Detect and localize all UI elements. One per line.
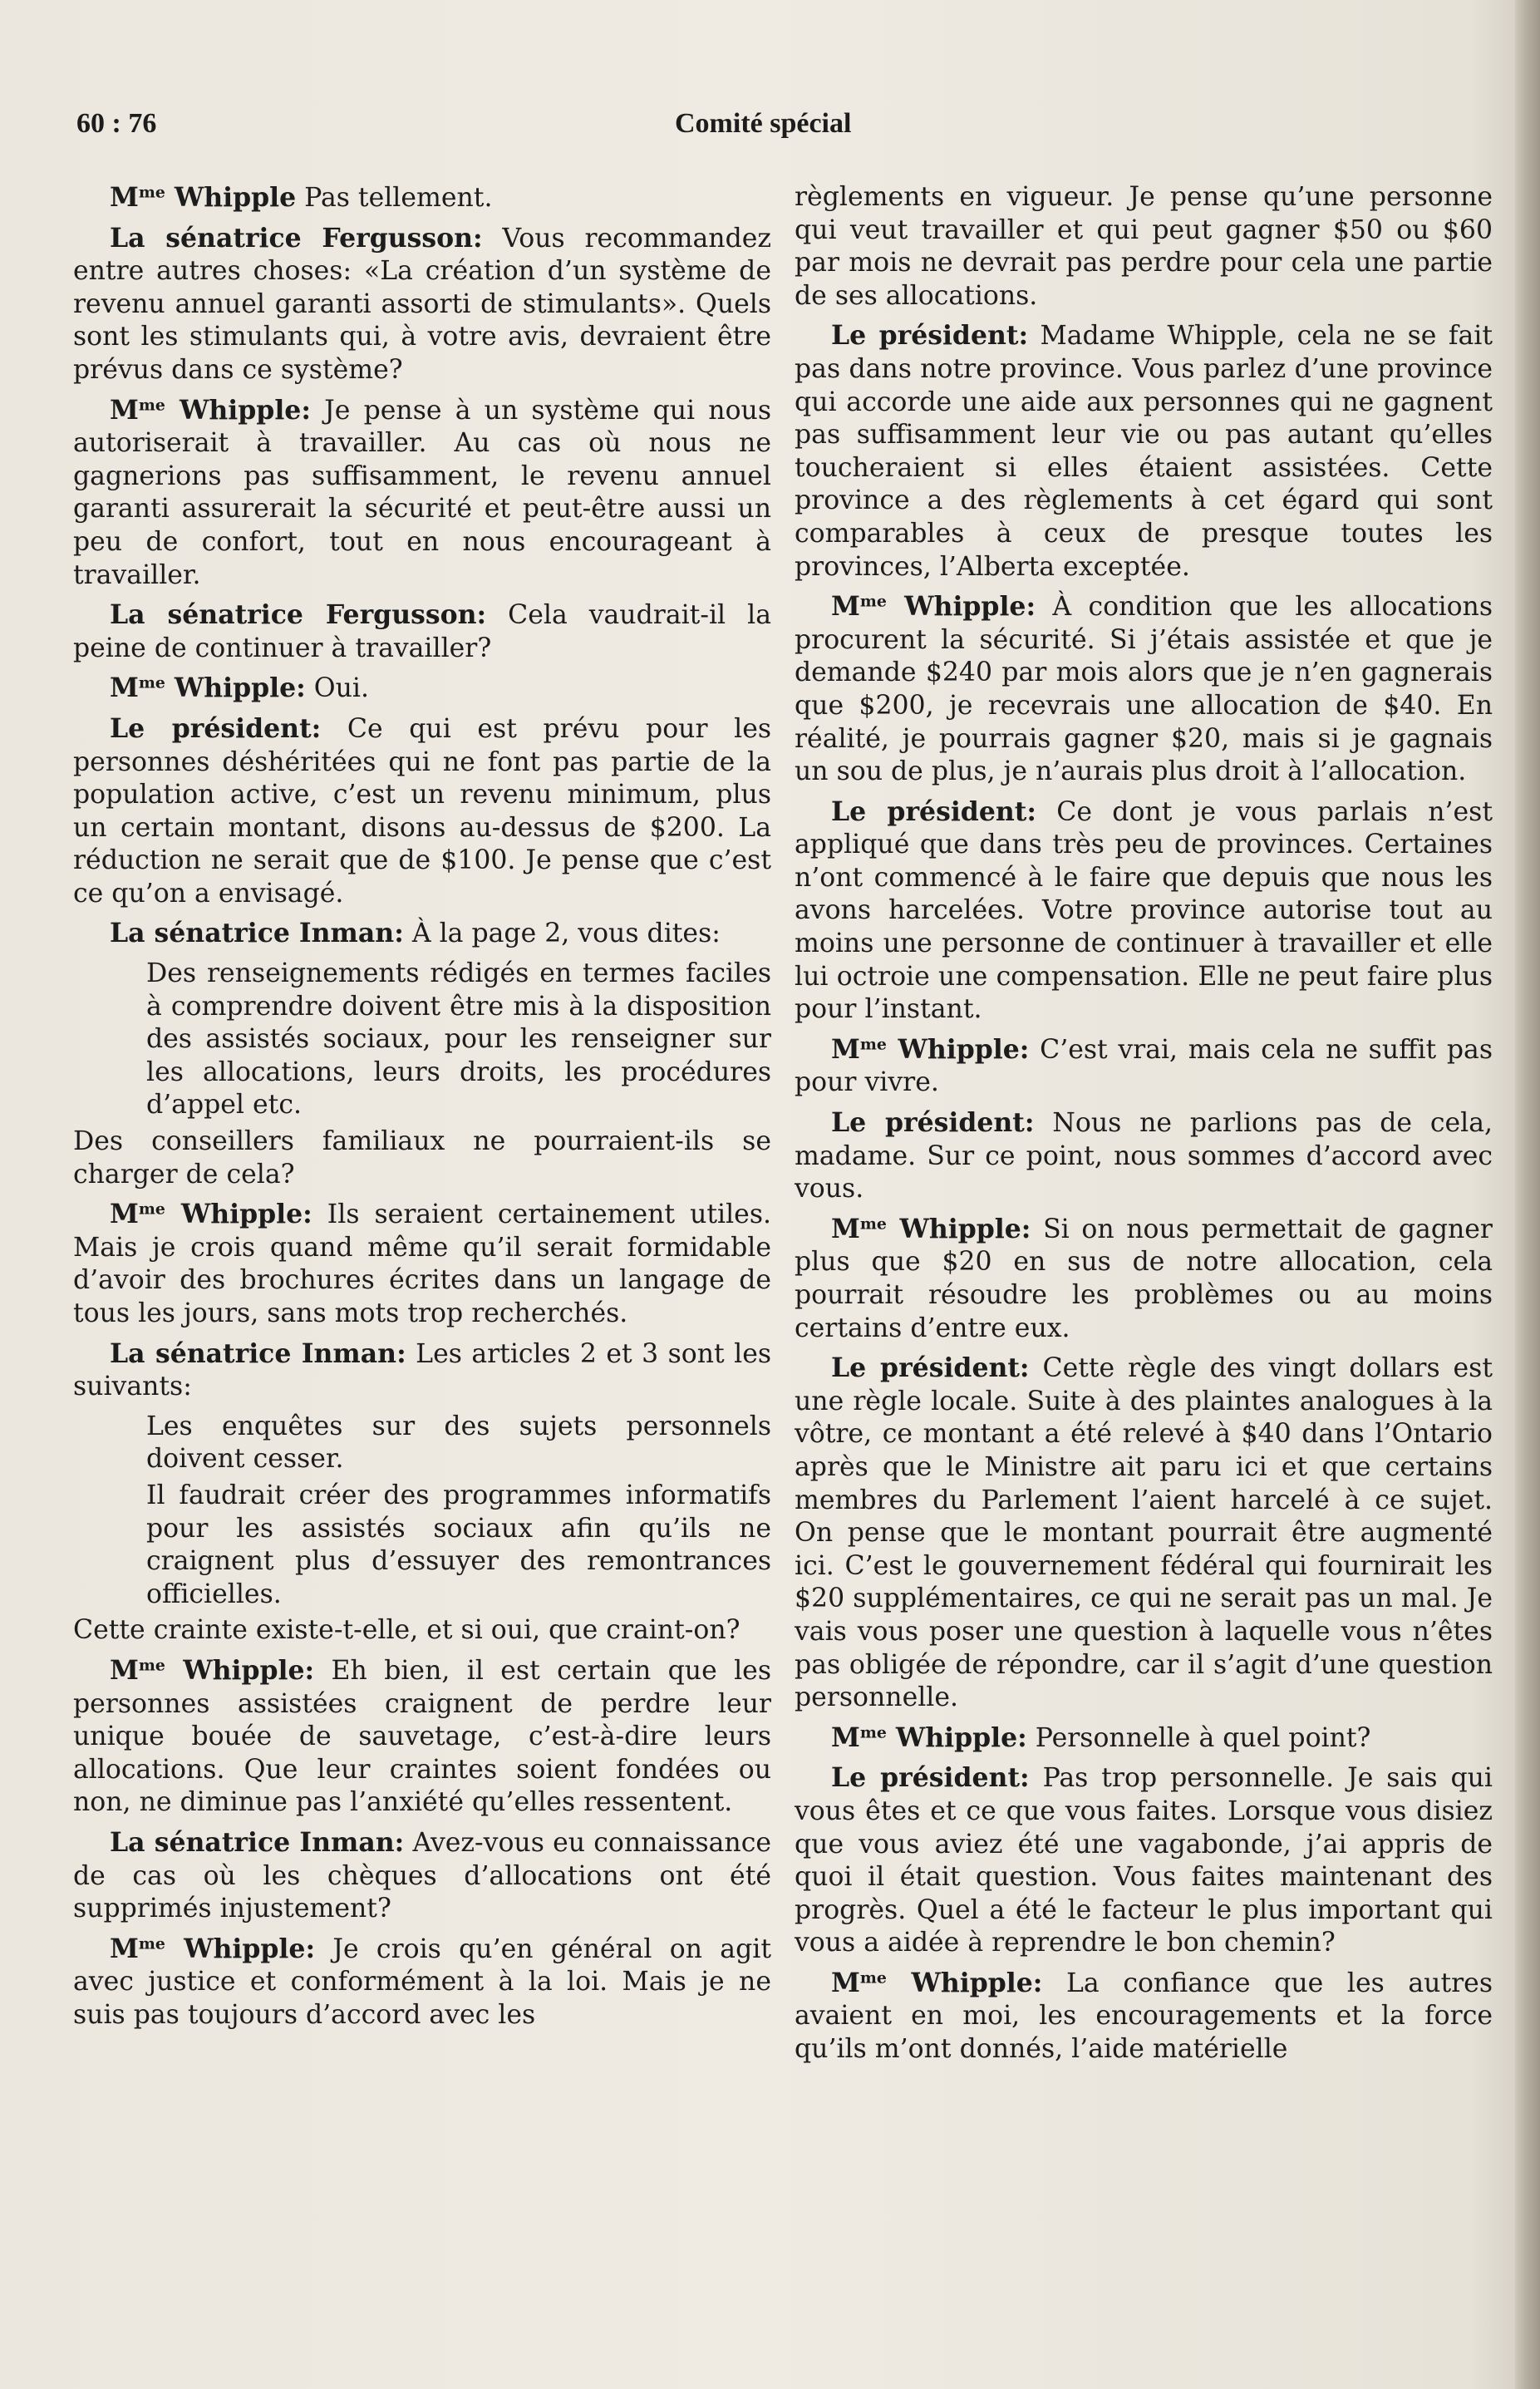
- speaker-name: La sénatrice Inman:: [110, 918, 404, 949]
- paragraph-text: Avez-vous eu connaissance de cas où les chèques d’allocations ont été supprimés injustement?: [73, 1827, 772, 1924]
- speaker-name: $M^{me}$ Whipple:: [110, 394, 311, 426]
- paragraph: [795, 1967, 1493, 2066]
- paragraph-text: Il faudrait créer des programmes informatifs pour les assistés sociaux afin qu’ils ne craignent plus d’essuyer des remontrances officielles.: [146, 1480, 771, 1609]
- speaker-name: Le président:: [110, 712, 322, 744]
- paragraph-text: Je pense à un système qui nous autoriserait à travailler. Au cas où nous ne gagnerions pas suffisamment, le revenu annuel garanti assurerait la sécurité et peut-être aussi un peu de confort, tout en nous encourageant à travailler.: [73, 395, 771, 590]
- paragraph: [795, 1213, 1493, 1345]
- paragraph: [146, 1411, 771, 1476]
- paragraph-text: Cela vaudrait-il la peine de continuer à travailler?: [73, 600, 771, 663]
- paragraph: [795, 181, 1493, 313]
- paragraph-text: Les enquêtes sur des sujets personnels doivent cesser.: [146, 1411, 771, 1475]
- paragraph-text: Vous recommandez entre autres choses: «La création d’un système de revenu annuel garanti assorti de stimulants». Quels sont les stimulants qui, à votre avis, devraient être prévus dans ce système?: [73, 223, 771, 385]
- running-title: Comité spécial: [675, 108, 852, 139]
- page-header: [76, 108, 899, 145]
- speaker-name: $M^{me}$ Whipple:: [831, 1033, 1030, 1065]
- paragraph: [73, 222, 771, 387]
- speaker-name: $M^{me}$ Whipple: [110, 182, 297, 213]
- right-column: [795, 181, 1493, 2073]
- paragraph-text: Pas trop personnelle. Je sais qui vous êtes et ce que vous faites. Lorsque vous disiez que vous aviez été une vagabonde, j’ai appris de quoi il était question. Vous faites maintenant des progrès. Quel a été le facteur le plus important qui vous a aidée à reprendre le bon chemin?: [795, 1763, 1493, 1958]
- paragraph: [73, 181, 771, 215]
- speaker-name: Le président:: [831, 1352, 1030, 1384]
- paragraph: [73, 1337, 771, 1404]
- paragraph-text: Nous ne parlions pas de cela, madame. Sur ce point, nous sommes d’accord avec vous.: [795, 1108, 1493, 1204]
- paragraph: [795, 796, 1493, 1027]
- paragraph: [795, 319, 1493, 584]
- speaker-name: $M^{me}$ Whipple:: [831, 1967, 1043, 1998]
- paragraph: [73, 1933, 771, 2032]
- speaker-name: La sénatrice Fergusson:: [110, 222, 483, 254]
- page-number: 60 : 76: [76, 108, 157, 139]
- paragraph-text: Eh bien, il est certain que les personnes assistées craignent de perdre leur unique bouée de sauvetage, c’est-à-dire leurs allocations. Que leur craintes soient fondées ou non, ne diminue pas l’anxiété qu’elles ressentent.: [73, 1655, 771, 1818]
- binding-gutter: [1515, 0, 1540, 2389]
- paragraph-text: Ce qui est prévu pour les personnes déshéritées qui ne font pas partie de la population active, c’est un revenu minimum, plus un certain montant, disons au-dessus de $200. La réduction ne serait que de $100. Je pense que c’est ce qu’on a envisagé.: [73, 713, 771, 909]
- paragraph-text: À condition que les allocations procurent la sécurité. Si j’étais assistée et que je demande $240 par mois alors que je n’en gagnerais que $200, je recevrais une allocation de $40. En réalité, je pourrais gagner $20, mais si je gagnais un sou de plus, je n’aurais plus droit à l’allocation.: [795, 592, 1493, 787]
- speaker-name: Le président:: [831, 796, 1036, 827]
- paragraph-text: Ils seraient certainement utiles. Mais je crois quand même qu’il serait formidable d’avoir des brochures écrites dans un langage de tous les jours, sans mots trop recherchés.: [73, 1199, 771, 1328]
- paragraph: [73, 1826, 771, 1926]
- paragraph: [795, 1106, 1493, 1206]
- paragraph-text: Personnelle à quel point?: [1026, 1722, 1371, 1753]
- paragraph-text: Madame Whipple, cela ne se fait pas dans notre province. Vous parlez d’une province qui accorde une aide aux personnes qui ne gagnent pas suffisamment leur vie ou pas autant qu’elles toucheraient si elles étaient assistées. Cette province a des règlements à cet égard qui sont comparables à ceux de presque toutes les provinces, l’Alberta exceptée.: [795, 321, 1493, 582]
- speaker-name: $M^{me}$ Whipple:: [110, 1199, 312, 1230]
- speaker-name: $M^{me}$ Whipple:: [110, 1654, 315, 1686]
- speaker-name: La sénatrice Fergusson:: [110, 599, 487, 631]
- paragraph: [73, 598, 771, 665]
- paragraph: [73, 1198, 771, 1330]
- paragraph-text: Je crois qu’en général on agit avec justice et conformément à la loi. Mais je ne suis pas toujours d’accord avec les: [73, 1933, 771, 2030]
- paragraph-text: Ce dont je vous parlais n’est appliqué que dans très peu de provinces. Certaines n’ont commencé à le faire que depuis que nous les avons harcelées. Votre province autorise tout au moins une personne de continuer à travailler et elle lui octroie une compensation. Elle ne peut faire plus pour l’instant.: [795, 796, 1493, 1025]
- paragraph: [73, 672, 771, 706]
- paragraph: [73, 1614, 771, 1648]
- paragraph: [146, 958, 771, 1122]
- paragraph-text: Les articles 2 et 3 sont les suivants:: [73, 1338, 772, 1402]
- paragraph: [795, 1033, 1493, 1100]
- paragraph: [795, 1352, 1493, 1715]
- paragraph-text: règlements en vigueur. Je pense qu’une personne qui veut travailler et qui peut gagner $50 ou $60 par mois ne devrait pas perdre pour cela une partie de ses allocations.: [795, 182, 1493, 311]
- left-column: [73, 181, 771, 2038]
- speaker-name: Le président:: [831, 1762, 1030, 1794]
- paragraph: [795, 590, 1493, 789]
- paragraph-text: La confiance que les autres avaient en moi, les encouragements et la force qu’ils m’ont donnés, l’aide matérielle: [795, 1968, 1493, 2065]
- paragraph-text: Si on nous permettait de gagner plus que $20 en sus de notre allocation, cela pourrait résoudre les problèmes ou au moins certains d’entre eux.: [795, 1214, 1493, 1343]
- speaker-name: $M^{me}$ Whipple:: [110, 672, 306, 704]
- paragraph-text: Pas tellement.: [296, 183, 493, 213]
- speaker-name: $M^{me}$ Whipple:: [831, 1213, 1031, 1244]
- paragraph-text: Oui.: [305, 673, 370, 704]
- paragraph-text: À la page 2, vous dites:: [403, 919, 721, 949]
- paragraph: [73, 1654, 771, 1820]
- paragraph-text: Cette règle des vingt dollars est une règle locale. Suite à des plaintes analogues à la vôtre, ce montant a été relevé à $40 dans l’Ontario après que le Ministre ait paru ici et que certains membres du Parlement l’aient harcelé à ce sujet. On pense que le montant pourrait être augmenté ici. C’est le gouvernement fédéral qui fournirait les $20 supplémentaires, ce qui ne serait pas un mal. Je vais vous poser une question à laquelle vous n’êtes pas obligée de répondre, car il s’agit d’une question personnelle.: [795, 1353, 1493, 1713]
- speaker-name: $M^{me}$ Whipple:: [831, 1722, 1027, 1753]
- paragraph: [795, 1722, 1493, 1756]
- paragraph: [73, 712, 771, 911]
- speaker-name: Le président:: [831, 320, 1029, 352]
- paragraph-text: Cette crainte existe-t-elle, et si oui, que craint-on?: [73, 1615, 740, 1646]
- paragraph-text: Des renseignements rédigés en termes faciles à comprendre doivent être mis à la disposition des assistés sociaux, pour les renseigner sur les allocations, leurs droits, les procédures d’appel etc.: [146, 958, 771, 1121]
- speaker-name: Le président:: [831, 1107, 1035, 1139]
- speaker-name: $M^{me}$ Whipple:: [110, 1933, 316, 1964]
- paragraph: [146, 1480, 771, 1611]
- paragraph: [73, 1126, 771, 1191]
- paragraph-text: Des conseillers familiaux ne pourraient-ils se charger de cela?: [73, 1126, 771, 1190]
- paragraph: [73, 917, 771, 951]
- speaker-name: $M^{me}$ Whipple:: [831, 591, 1036, 623]
- speaker-name: La sénatrice Inman:: [110, 1826, 405, 1858]
- paragraph: [795, 1761, 1493, 1960]
- paragraph-text: C’est vrai, mais cela ne suffit pas pour vivre.: [795, 1034, 1493, 1098]
- paragraph: [73, 394, 771, 593]
- speaker-name: La sénatrice Inman:: [110, 1337, 406, 1369]
